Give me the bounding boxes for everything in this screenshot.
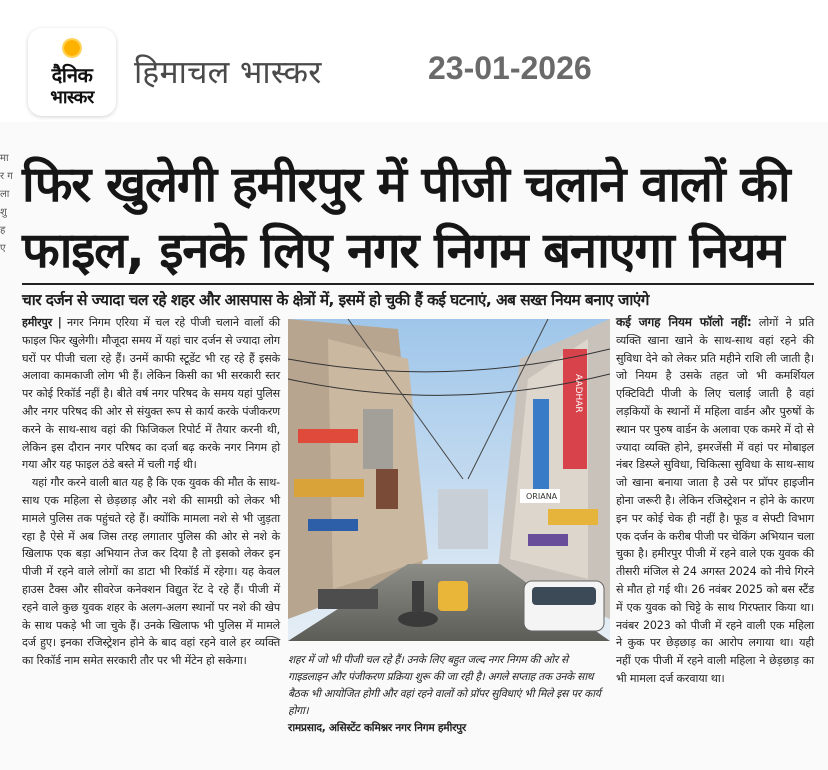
article-right-column bbox=[616, 314, 814, 688]
photo-sign-text-2: ORIANA bbox=[526, 492, 558, 501]
caption-text: शहर में जो भी पीजी चल रहे हैं। उनके लिए बहुत जल्द नगर निगम की ओर से गाइडलाइन और पंजीकरण प्रक्रिया शुरू की जा रही है। अगले सप्ताह तक उनके साथ बैठक भी आयोजित होगी और वहां रहने वालों को प्रॉपर सुविधाएं भी मिले इस पर कार्य होगा। bbox=[288, 654, 601, 717]
subheadline: चार दर्जन से ज्यादा चल रहे शहर और आसपास के क्षेत्रों में, इसमें हो चुकी हैं कई घटनाएं, अब सख्त नियम बनाए जाएंगे bbox=[22, 291, 649, 309]
article-left-column bbox=[22, 314, 280, 670]
edition-title: हिमाचल भास्कर bbox=[134, 53, 322, 91]
caption-credit: रामप्रसाद, असिस्टेंट कमिश्नर नगर निगम हमीरपुर bbox=[288, 722, 467, 734]
logo-text-line2: भास्कर bbox=[50, 87, 94, 108]
headline-divider bbox=[22, 283, 814, 285]
headline-line-2: फाइल, इनके लिए नगर निगम बनाएगा नियम bbox=[22, 222, 784, 279]
logo-text-line1: दैनिक bbox=[51, 63, 93, 87]
dateline: हमीरपुर | bbox=[22, 316, 62, 329]
street-photo bbox=[288, 319, 610, 641]
edition-date: 23-01-2026 bbox=[428, 50, 592, 86]
street-scene-illustration bbox=[288, 319, 610, 641]
app-header bbox=[0, 0, 828, 120]
headline-line-1: फिर खुलेगी हमीरपुर में पीजी चलाने वालों की bbox=[22, 156, 790, 213]
photo-caption bbox=[288, 652, 610, 737]
paragraph-3-text: लोगों ने प्रति व्यक्ति खाना खाने के साथ-साथ वहां रहने की सुविधा देने को लेकर प्रति महीने राशि ली जाती है। जो नियम है उसके तहत जो भी कमर्शियल एक्टिविटी पीजी के लिए चलाई जाती है वहां लड़कियों के स्थानों में महिला वार्डन और पुरुषों के स्थान पर पुरुष वार्डन के अलावा एक कमरे में दो से ज्यादा व्यक्ति होने, इमरजेंसी में वहां पर मोबाइल नंबर डिस्प्ले सुविधा, चिकित्सा सुविधा के साथ-साथ जो खाना बनाया जाता है उसे पर प्रॉपर हाइजीन होना जरूरी है। लेकिन रजिस्ट्रेशन न होने के कारण इन पर कोई चेक ही नहीं है। फूड व सेफ्टी विभाग एक दर्जन के करीब पीजी पर चेकिंग अभियान चला चुका है। हमीरपुर पीजी में रहने वाले एक युवक की तीसरी मंजिल से 24 अगस्त 2024 को नीचे गिरने से मौत हो गई थी। 26 नवंबर 2025 को बस स्टैंड में एक युवक को चिट्टे के साथ गिरफ्तार किया था। नवंबर 2023 को पीजी में रहने वाली एक महिला ने कुक पर छेड़छाड़ का आरोप लगाया था। यही नहीं एक पीजी में रहने वाली महिला ने छेड़छाड़ का भी मामला दर्ज करवाया था। bbox=[616, 316, 814, 685]
adjacent-column-edge: मा र ग ला शु ह ए bbox=[0, 153, 13, 254]
dainik-bhaskar-logo[interactable] bbox=[28, 28, 116, 116]
paragraph-3 bbox=[616, 314, 814, 688]
paragraph-1-text: नगर निगम एरिया में चल रहे पीजी चलाने वालों की फाइल फिर खुलेगी। मौजूदा समय में यहां चार दर्जन से ज्यादा लोग घरों पर पीजी चला रहे हैं। उनमें काफी स्टूडेंट भी रह रहे हैं इसके अलावा कामकाजी लोग भी हैं। लेकिन किसी का भी सरकारी स्तर पर कोई रिकॉर्ड नहीं है। बीते वर्ष नगर परिषद के समय यहां पुलिस और नगर परिषद की ओर से संयुक्त रूप से कार्य करके पंजीकरण करने के साथ-साथ वहां की फिजिकल रिपोर्ट में तैयार करनी थी, लेकिन इस दौरान नगर परिषद का दर्जा बढ़ करके नगर निगम हो गया और यह फाइल ठंडे बस्ते में चली गई थी। bbox=[22, 316, 280, 472]
photo-sign-text-1: AADHAR bbox=[573, 374, 583, 413]
section-subhead: कई जगह नियम फॉलो नहीं: bbox=[616, 315, 752, 329]
sun-icon bbox=[62, 38, 82, 58]
paragraph-1 bbox=[22, 314, 280, 474]
paragraph-2: यहां गौर करने वाली बात यह है कि एक युवक की मौत के साथ-साथ एक महिला से छेड़छाड़ और नशे की सामग्री को लेकर भी मामले पुलिस तक पहुंचते रहे हैं। क्योंकि मामला नशे से भी जुड़ता रहा है ऐसे में अब जिस तरह लगातार पुलिस की ओर से नशे के खिलाफ एक बड़ा अभियान तेज कर दिया है तो इसको लेकर इन पीजी में रहने वाले लोगों का डाटा भी रिकॉर्ड में रहेगा। यह केवल हाउस टैक्स और सीवरेज कनेक्शन विद्युत रेंट दे रहे हैं। पीजी में रहने वाले कुछ युवक शहर के अलग-अलग स्थानों पर नशे की खेप के साथ पकड़े भी जा चुके हैं। उनके खिलाफ भी पुलिस में मामले दर्ज हुए। इनका रजिस्ट्रेशन होने के बाद वहां रहने वाले हर व्यक्ति का रिकॉर्ड नाम समेत सरकारी तौर पर भी मेंटेन हो सकेगा। bbox=[22, 476, 280, 668]
